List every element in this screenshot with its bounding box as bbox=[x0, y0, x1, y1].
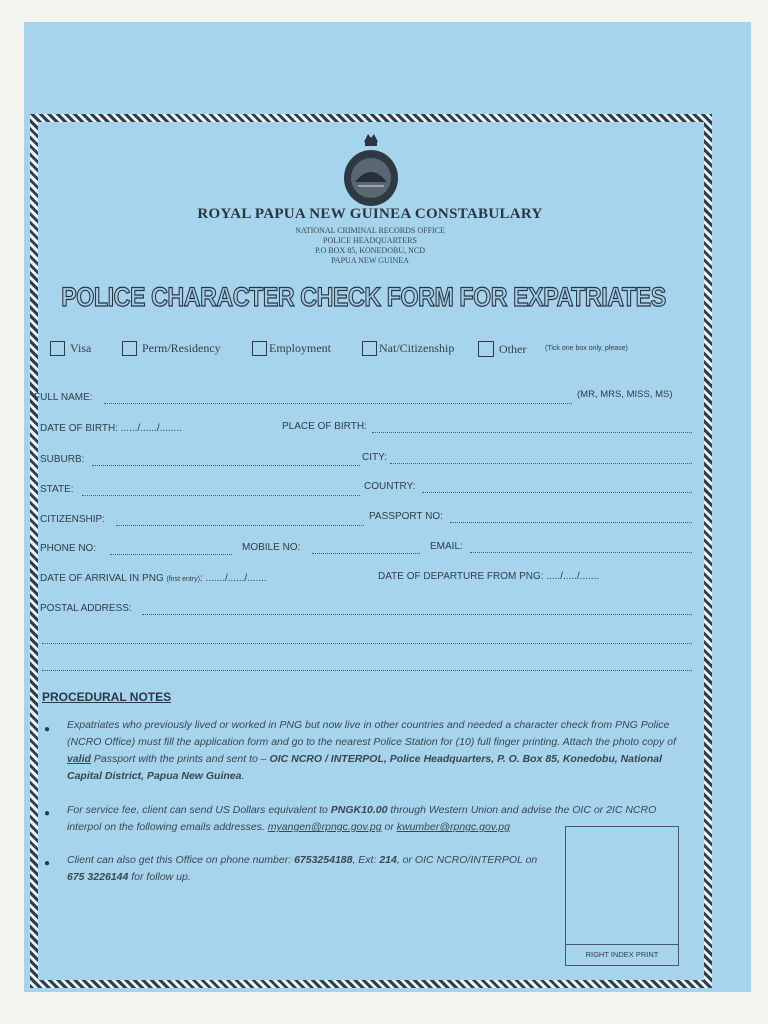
note-3-phone-2: 675 3226144 bbox=[67, 871, 129, 883]
full-name-line[interactable] bbox=[104, 403, 572, 404]
note-1-valid: valid bbox=[67, 753, 91, 765]
note-1-end: . bbox=[241, 770, 245, 782]
postal-address-label: POSTAL ADDRESS: bbox=[40, 603, 132, 614]
passport-label: PASSPORT NO: bbox=[369, 511, 443, 522]
organization-name: ROYAL PAPUA NEW GUINEA CONSTABULARY bbox=[197, 206, 543, 222]
note-1 bbox=[67, 717, 687, 785]
note-3-text-c: , or OIC NCRO/INTERPOL on bbox=[396, 854, 538, 866]
bullet-icon: ● bbox=[44, 858, 51, 869]
constabulary-crest-icon bbox=[342, 128, 400, 208]
arrival-label bbox=[40, 573, 267, 584]
checkbox-perm-label: Perm/Residency bbox=[142, 341, 221, 355]
suburb-label: SUBURB: bbox=[40, 454, 85, 465]
note-3-text-a: Client can also get this Office on phone number: bbox=[67, 854, 295, 866]
title-options: (MR, MRS, MISS, MS) bbox=[577, 389, 673, 400]
note-1-address: OIC NCRO / INTERPOL, Police Headquarters, P. O. Box 85, Konedobu, National Capital District, Papua New Guinea bbox=[67, 753, 663, 782]
arrival-note: (first entry) bbox=[166, 576, 200, 583]
note-3-phone: 6753254188 bbox=[294, 854, 353, 866]
note-2-or: or bbox=[381, 821, 397, 833]
suburb-line[interactable] bbox=[92, 465, 360, 466]
checkbox-perm-residency[interactable] bbox=[122, 341, 221, 356]
checkbox-citizenship[interactable] bbox=[362, 341, 454, 356]
checkbox-employment-label: Employment bbox=[269, 341, 331, 355]
postal-address-line-2[interactable] bbox=[42, 643, 692, 644]
mobile-line[interactable] bbox=[312, 553, 420, 554]
country-label: COUNTRY: bbox=[364, 481, 416, 492]
city-label: CITY: bbox=[362, 452, 388, 463]
citizenship-label: CITIZENSHIP: bbox=[40, 514, 106, 525]
country-line[interactable] bbox=[422, 492, 692, 493]
address-line-1: NATIONAL CRIMINAL RECORDS OFFICE bbox=[295, 226, 445, 235]
note-3-ext: 214 bbox=[379, 854, 397, 866]
procedural-notes-title: PROCEDURAL NOTES bbox=[42, 690, 172, 704]
phone-line[interactable] bbox=[110, 554, 232, 555]
email-label: EMAIL: bbox=[430, 541, 463, 552]
bullet-icon: ● bbox=[44, 808, 51, 819]
full-name-label: FULL NAME: bbox=[34, 392, 93, 403]
checkbox-square-icon[interactable] bbox=[252, 341, 267, 356]
checkbox-square-icon[interactable] bbox=[478, 341, 494, 357]
address-line-2: POLICE HEADQUARTERS bbox=[323, 236, 417, 245]
checkbox-square-icon[interactable] bbox=[362, 341, 377, 356]
note-2-email-1[interactable]: myangen@rpngc.gov.pg bbox=[267, 821, 382, 833]
right-index-print-label: RIGHT INDEX PRINT bbox=[566, 944, 678, 964]
note-3-text-b: , Ext: bbox=[352, 854, 380, 866]
state-label: STATE: bbox=[40, 484, 74, 495]
note-3-text-d: for follow up. bbox=[128, 871, 191, 883]
phone-label: PHONE NO: bbox=[40, 543, 97, 554]
checkbox-employment[interactable] bbox=[252, 341, 331, 356]
postal-address-line-3[interactable] bbox=[42, 670, 692, 671]
note-2-text-b: through Western Union and advise the OIC or 2IC NCRO interpol on the following emails addresses. bbox=[67, 804, 657, 833]
address-line-3: P.O BOX 85, KONEDOBU, NCD bbox=[314, 246, 425, 255]
postal-address-line-1[interactable] bbox=[142, 614, 692, 615]
checkbox-other-label: Other bbox=[499, 341, 527, 356]
application-type-checkboxes bbox=[50, 341, 710, 363]
note-2-email-2[interactable]: kwumber@rpngc.gov.pg bbox=[396, 821, 510, 833]
form-title: POLICE CHARACTER CHECK FORM FOR EXPATRIATES bbox=[61, 282, 666, 312]
checkbox-citizenship-label: Nat/Citizenship bbox=[379, 341, 455, 355]
place-of-birth-line[interactable] bbox=[372, 432, 692, 433]
arrival-label-text: DATE OF ARRIVAL IN PNG bbox=[40, 573, 164, 584]
place-of-birth-label: PLACE OF BIRTH: bbox=[282, 421, 367, 432]
checkbox-visa[interactable] bbox=[50, 341, 91, 356]
note-2-text-a: For service fee, client can send US Dollars equivalent to bbox=[67, 804, 331, 816]
city-line[interactable] bbox=[390, 463, 692, 464]
tick-one-note: (Tick one box only, please) bbox=[545, 345, 628, 352]
arrival-date-placeholder: : ......./....../....... bbox=[199, 573, 267, 584]
dob-label: DATE OF BIRTH: ....../....../........ bbox=[40, 423, 182, 434]
bullet-icon: ● bbox=[44, 724, 51, 735]
address-line-4: PAPUA NEW GUINEA bbox=[331, 256, 409, 265]
departure-label: DATE OF DEPARTURE FROM PNG: ...../...../....... bbox=[378, 571, 600, 582]
note-1-text-a: Expatriates who previously lived or worked in PNG but now live in other countries and needed a character check from PNG Police (NCRO Office) must fill the application form and go to the nearest Police Station for (10) full finger printing. Attach the photo copy of bbox=[67, 719, 676, 748]
checkbox-square-icon[interactable] bbox=[122, 341, 137, 356]
mobile-label: MOBILE NO: bbox=[242, 542, 301, 553]
email-line[interactable] bbox=[470, 552, 692, 553]
note-1-text-b: Passport with the prints and sent to – bbox=[90, 753, 270, 765]
checkbox-visa-label: Visa bbox=[70, 341, 92, 355]
note-2-amount: PNGK10.00 bbox=[330, 804, 388, 816]
state-line[interactable] bbox=[82, 495, 360, 496]
citizenship-line[interactable] bbox=[116, 525, 364, 526]
checkbox-square-icon[interactable] bbox=[50, 341, 65, 356]
passport-line[interactable] bbox=[450, 522, 692, 523]
checkbox-other[interactable] bbox=[478, 341, 526, 357]
note-3 bbox=[67, 852, 552, 886]
